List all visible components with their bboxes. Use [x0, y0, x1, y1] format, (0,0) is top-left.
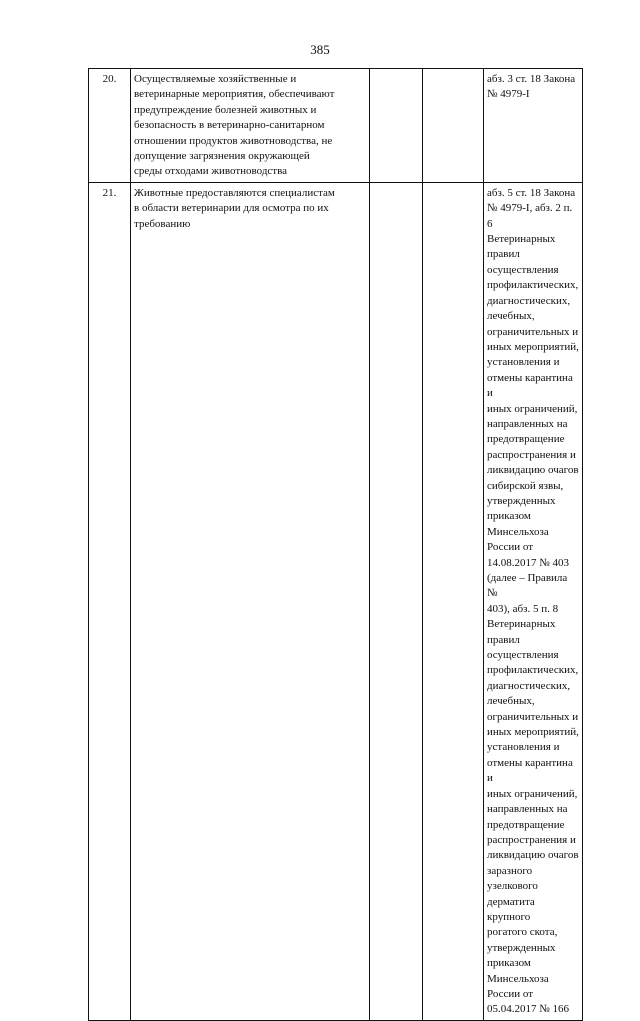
reference-line: утвержденных	[487, 941, 556, 954]
reference-line: заразного	[487, 864, 533, 877]
reference-line: рогатого скота,	[487, 926, 558, 939]
reference-line: 14.08.2017 № 403	[487, 556, 569, 569]
reference-line: России от	[487, 987, 534, 1000]
reference-line: установления и	[487, 356, 560, 369]
reference-line: ограничительных и	[487, 325, 579, 338]
reference-line: Минсельхоза	[487, 972, 549, 985]
reference-line: Ветеринарных	[487, 618, 556, 631]
reference-line: Ветеринарных	[487, 233, 556, 246]
reference-line: установления и	[487, 741, 560, 754]
reference-line: иных мероприятий,	[487, 340, 579, 353]
description-line: требованию	[134, 217, 191, 230]
description-line: предупреждение болезней животных и	[134, 103, 317, 116]
reference-line: 05.04.2017 № 166	[487, 1003, 569, 1016]
reference-line: предотвращение	[487, 818, 565, 831]
reference-line: профилактических,	[487, 664, 579, 677]
reference-line: лечебных,	[487, 695, 535, 708]
empty-cell	[370, 69, 423, 183]
empty-cell	[370, 182, 423, 1020]
reference-line: иных ограничений,	[487, 787, 578, 800]
page-number: 385	[310, 42, 330, 57]
empty-cell	[423, 69, 484, 183]
reference-line: узелкового	[487, 880, 538, 893]
reference-line: направленных на	[487, 417, 568, 430]
description-line: безопасность в ветеринарно-санитарном	[134, 119, 325, 132]
reference-line: ликвидацию очагов	[487, 464, 579, 477]
reference-line: диагностических,	[487, 679, 571, 692]
reference-line: иных мероприятий,	[487, 726, 579, 739]
reference-line: осуществления	[487, 649, 559, 662]
row-reference-cell	[484, 182, 583, 1020]
description-line: ветеринарные мероприятия, обеспечивают	[134, 88, 335, 101]
reference-line: России от	[487, 541, 534, 554]
reference-line: ограничительных и	[487, 710, 579, 723]
reference-line: лечебных,	[487, 310, 535, 323]
row-number-cell: 21.	[89, 182, 131, 1020]
reference-line: профилактических,	[487, 279, 579, 292]
reference-line: утвержденных	[487, 494, 556, 507]
reference-line: диагностических,	[487, 294, 571, 307]
reference-line: отмены карантина и	[487, 371, 573, 400]
reference-line: направленных на	[487, 803, 568, 816]
description-line: отношении продуктов животноводства, не	[134, 134, 333, 147]
reference-line: № 4979-I	[487, 88, 530, 101]
reference-line: осуществления	[487, 263, 559, 276]
reference-line: иных ограничений,	[487, 402, 578, 415]
description-line: Осуществляемые хозяйственные и	[134, 73, 297, 85]
reference-line: распространения и	[487, 833, 576, 846]
reference-line: Минсельхоза	[487, 525, 549, 538]
reference-line: распространения и	[487, 448, 576, 461]
reference-line: 403), абз. 5 п. 8	[487, 602, 559, 615]
row-description-cell	[131, 182, 370, 1020]
description-line: допущение загрязнения окружающей	[134, 150, 310, 163]
description-line: Животные предоставляются специалистам	[134, 186, 335, 199]
reference-line: правил	[487, 248, 520, 261]
row-number-cell: 20.	[89, 69, 131, 183]
reference-line: приказом	[487, 957, 531, 970]
reference-line: (далее – Правила №	[487, 572, 568, 600]
empty-cell	[423, 182, 484, 1020]
description-line: в области ветеринарии для осмотра по их	[134, 202, 329, 215]
reference-line: № 4979-I, абз. 2 п. 6	[487, 202, 573, 230]
reference-line: предотвращение	[487, 433, 565, 446]
reference-line: дерматита крупного	[487, 895, 535, 923]
requirements-table	[88, 68, 583, 1021]
reference-line: правил	[487, 633, 520, 646]
reference-line: ликвидацию очагов	[487, 849, 579, 862]
reference-line: сибирской язвы,	[487, 479, 564, 492]
description-line: среды отходами животноводства	[134, 165, 288, 178]
reference-line: отмены карантина и	[487, 756, 573, 785]
row-description-cell	[131, 69, 370, 183]
reference-line: приказом	[487, 510, 531, 523]
reference-line: абз. 3 ст. 18 Закона	[487, 73, 576, 85]
reference-line: абз. 5 ст. 18 Закона	[487, 186, 576, 199]
table-row	[89, 182, 583, 1020]
row-reference-cell	[484, 69, 583, 183]
table-row	[89, 69, 583, 183]
